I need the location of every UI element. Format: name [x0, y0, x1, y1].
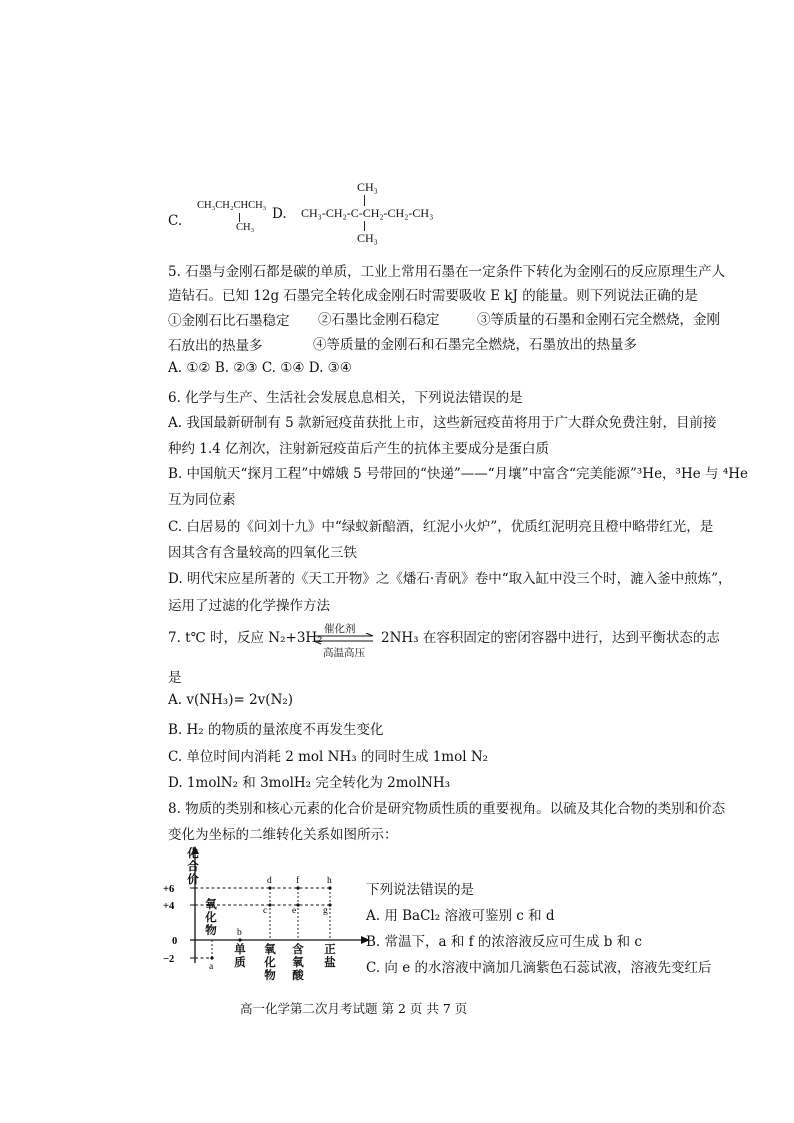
q6-option-d-2: 运用了过滤的化学操作方法 — [168, 598, 330, 614]
option-c-label: C. — [168, 213, 183, 229]
point-f — [296, 886, 299, 889]
label-e: e — [292, 906, 297, 916]
q7-continuation: 是 — [168, 670, 182, 686]
label-h: h — [327, 876, 332, 886]
q8-option-b: B. 常温下，a 和 f 的浓溶液反应可生成 b 和 c — [366, 934, 642, 950]
structure-c-bond — [239, 213, 240, 222]
q7-catalyst-label: 催化剂 — [324, 623, 356, 635]
q6-option-a-2: 种约 1.4 亿剂次，注射新冠疫苗后产生的抗体主要成分是蛋白质 — [168, 441, 550, 457]
structure-d-main: CH₃-CH₂-C-CH₂-CH₂-CH₃ — [301, 206, 434, 220]
point-h — [328, 886, 331, 889]
x-category-salt: 正盐 — [324, 942, 336, 969]
label-b: b — [237, 928, 242, 938]
q6-option-d-1: D. 明代宋应星所著的《天工开物》之《燔石·青矾》卷中“取入缸中没三个时，漉入釜中煎炼”， — [168, 571, 732, 587]
q5-statement-3a: ③等质量的石墨和金刚石完全燃烧，金刚 — [477, 312, 720, 328]
point-a — [210, 956, 213, 959]
structure-c-branch: CH₃ — [236, 222, 255, 233]
point-d — [268, 886, 271, 889]
x-category-element: 单质 — [234, 942, 246, 969]
q5-statement-3b: 石放出的热量多 — [168, 338, 263, 354]
option-d-label: D. — [272, 206, 287, 222]
q8-stem: 下列说法错误的是 — [366, 882, 474, 898]
x-category-oxyacid: 含氧酸 — [292, 942, 304, 982]
q7-option-c: C. 单位时间内消耗 2 mol NH₃ 的同时生成 1mol N₂ — [168, 749, 489, 765]
q8-option-c: C. 向 e 的水溶液中滴加几滴紫色石蕊试液，溶液先变红后 — [366, 960, 712, 976]
q7-prefix: 7. t℃ 时，反应 N₂+3H₂ — [168, 630, 323, 646]
x-category-oxide: 氧化物 — [264, 942, 276, 982]
q6-option-b-1: B. 中国航天“探月工程”中嫦娥 5 号带回的“快递”——“月壤”中富含“完美能源”³He，³He 与 ⁴He — [168, 466, 748, 482]
structure-d-bond-bottom — [364, 221, 365, 231]
q5-statement-4: ④等质量的金刚石和石墨完全燃烧，石墨放出的热量多 — [313, 337, 637, 353]
point-e — [296, 903, 299, 906]
q5-options: A. ①② B. ②③ C. ①④ D. ③④ — [168, 360, 352, 376]
q5-line2: 造钻石。已知 12g 石墨完全转化成金刚石时需要吸收 E kJ 的能量。则下列说法正确的是 — [168, 288, 698, 304]
label-d: d — [267, 876, 272, 886]
q6-stem: 6. 化学与生产、生活社会发展息息相关，下列说法错误的是 — [168, 390, 523, 406]
q5-statement-1: ①金刚石比石墨稳定 — [168, 313, 290, 329]
q7-option-d: D. 1molN₂ 和 3molH₂ 完全转化为 2molNH₃ — [168, 775, 451, 791]
structure-d-top: CH₃ — [357, 180, 378, 194]
structure-d-bottom: CH₃ — [357, 231, 378, 245]
oxide-category-label: 氧化物 — [205, 897, 217, 937]
label-g: g — [323, 906, 328, 916]
tick-minus2: −2 — [163, 954, 175, 965]
page-footer: 高一化学第二次月考试题 第 2 页 共 7 页 — [240, 1001, 468, 1016]
q7-suffix: 2NH₃ 在容积固定的密闭容器中进行，达到平衡状态的志 — [381, 630, 720, 646]
label-a: a — [209, 962, 214, 972]
point-g — [328, 903, 331, 906]
label-c: c — [263, 906, 268, 916]
tick-plus6: +6 — [163, 884, 175, 895]
y-axis-label: 化合价 — [187, 846, 199, 886]
q6-option-c-1: C. 白居易的《问刘十九》中“绿蚁新醅酒，红泥小火炉”，优质红泥明亮且橙中略带红光，是 — [168, 519, 714, 535]
q7-condition-label: 高温高压 — [323, 647, 365, 659]
label-f: f — [296, 876, 300, 886]
q5-line1: 5. 石墨与金刚石都是碳的单质，工业上常用石墨在一定条件下转化为金刚石的反应原理生产人 — [168, 264, 726, 280]
structure-d-bond-top — [364, 195, 365, 206]
equilibrium-arrow-icon — [312, 633, 376, 645]
q8-line1: 8. 物质的类别和核心元素的化合价是研究物质性质的重要视角。以硫及其化合物的类别和价态 — [168, 801, 726, 817]
structure-c-main: CH₃CH₂CHCH₃ — [197, 200, 267, 211]
q6-option-c-2: 因其含有含量较高的四氧化三铁 — [168, 545, 357, 561]
q8-option-a: A. 用 BaCl₂ 溶液可鉴别 c 和 d — [366, 908, 555, 924]
tick-plus4: +4 — [163, 901, 175, 912]
q6-option-a-1: A. 我国最新研制有 5 款新冠疫苗获批上市，这些新冠疫苗将用于广大群众免费注射，目前接 — [168, 415, 717, 431]
q7-option-a: A. v(NH₃)= 2v(N₂) — [168, 692, 294, 708]
point-c — [268, 903, 271, 906]
q6-option-b-2: 互为同位素 — [168, 492, 236, 508]
q8-line2: 变化为坐标的二维转化关系如图所示： — [168, 827, 398, 843]
tick-zero: 0 — [172, 936, 178, 947]
q7-option-b: B. H₂ 的物质的量浓度不再发生变化 — [168, 722, 384, 738]
q5-statement-2: ②石墨比金刚石稳定 — [318, 312, 440, 328]
